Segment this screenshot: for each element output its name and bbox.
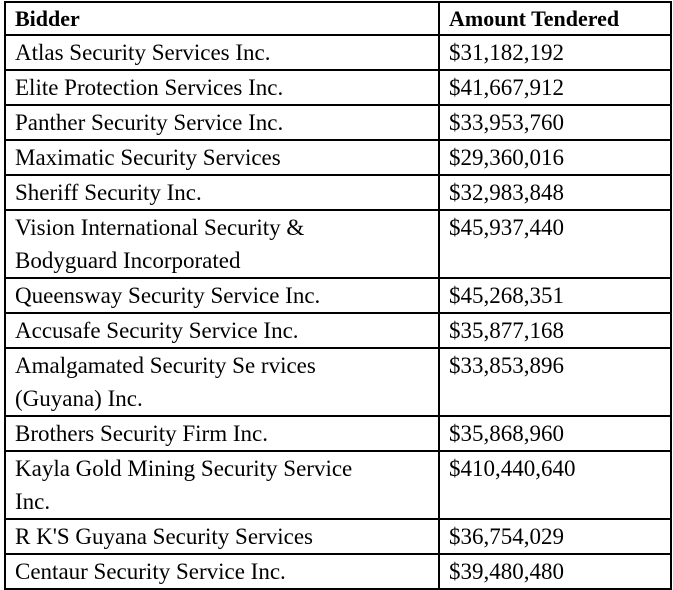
amount-value: $410,440,640 xyxy=(449,456,576,481)
bidder-cell xyxy=(5,70,439,105)
table-header-row xyxy=(5,2,671,35)
bidder-name: Atlas Security Services Inc. xyxy=(15,40,271,65)
amount-value: $36,754,029 xyxy=(449,524,564,549)
bidder-cell xyxy=(5,140,439,175)
table-row xyxy=(5,451,671,519)
amount-cell xyxy=(439,451,671,519)
amount-value: $33,953,760 xyxy=(449,110,564,135)
amount-cell xyxy=(439,554,671,589)
table-row xyxy=(5,105,671,140)
amount-cell xyxy=(439,140,671,175)
amount-cell xyxy=(439,313,671,348)
bidder-cell xyxy=(5,313,439,348)
bidder-cell xyxy=(5,278,439,313)
amount-cell xyxy=(439,175,671,210)
bidder-cell xyxy=(5,554,439,589)
amount-cell xyxy=(439,416,671,451)
bidder-cell xyxy=(5,175,439,210)
bidder-name: R K'S Guyana Security Services xyxy=(15,524,313,549)
bidder-name-line-1: Kayla Gold Mining Security Service xyxy=(15,456,353,481)
bidder-cell xyxy=(5,348,439,416)
amount-value: $45,268,351 xyxy=(449,283,564,308)
table-row xyxy=(5,175,671,210)
amount-value: $45,937,440 xyxy=(449,215,564,240)
amount-value: $39,480,480 xyxy=(449,559,564,584)
table-row xyxy=(5,70,671,105)
bids-table xyxy=(4,1,672,590)
amount-cell xyxy=(439,278,671,313)
amount-cell xyxy=(439,105,671,140)
amount-value: $41,667,912 xyxy=(449,75,564,100)
bidder-name-line-1-part-1: Amalgamated Security Se xyxy=(15,353,256,378)
bidder-cell xyxy=(5,35,439,70)
header-bidder: Bidder xyxy=(5,2,439,35)
bidder-name-line-2: Inc. xyxy=(15,489,51,514)
table-row xyxy=(5,313,671,348)
amount-value: $31,182,192 xyxy=(449,40,564,65)
amount-value: $35,877,168 xyxy=(449,318,564,343)
bidder-name-line-1 xyxy=(15,349,438,382)
table-row xyxy=(5,210,671,278)
amount-cell xyxy=(439,519,671,554)
amount-cell xyxy=(439,35,671,70)
bidder-name: Queensway Security Service Inc. xyxy=(15,283,321,308)
bidder-cell xyxy=(5,416,439,451)
amount-cell xyxy=(439,70,671,105)
amount-value: $35,868,960 xyxy=(449,421,564,446)
amount-value: $32,983,848 xyxy=(449,180,564,205)
amount-value: $33,853,896 xyxy=(449,353,564,378)
table-row xyxy=(5,416,671,451)
amount-cell xyxy=(439,210,671,278)
table-row xyxy=(5,519,671,554)
bidder-name: Brothers Security Firm Inc. xyxy=(15,421,268,446)
table-row xyxy=(5,278,671,313)
bidder-name-line-1: Vision International Security & xyxy=(15,215,305,240)
table-row xyxy=(5,554,671,589)
table-row xyxy=(5,35,671,70)
bidder-name: Centaur Security Service Inc. xyxy=(15,559,286,584)
bidder-name-line-2: Bodyguard Incorporated xyxy=(15,248,241,273)
bidder-name: Elite Protection Services Inc. xyxy=(15,75,284,100)
bidder-name: Panther Security Service Inc. xyxy=(15,110,284,135)
amount-value: $29,360,016 xyxy=(449,145,564,170)
bidder-name: Sheriff Security Inc. xyxy=(15,180,202,205)
bidder-name-line-2: (Guyana) Inc. xyxy=(15,386,143,411)
bidder-cell xyxy=(5,451,439,519)
bidder-name: Maximatic Security Services xyxy=(15,145,281,170)
bidder-cell xyxy=(5,105,439,140)
table-row xyxy=(5,348,671,416)
table-row xyxy=(5,140,671,175)
bidder-cell xyxy=(5,519,439,554)
bidder-name: Accusafe Security Service Inc. xyxy=(15,318,299,343)
amount-cell xyxy=(439,348,671,416)
header-amount-tendered: Amount Tendered xyxy=(439,2,671,35)
bidder-cell xyxy=(5,210,439,278)
bidder-name-line-1-part-2: rvices xyxy=(260,353,316,378)
